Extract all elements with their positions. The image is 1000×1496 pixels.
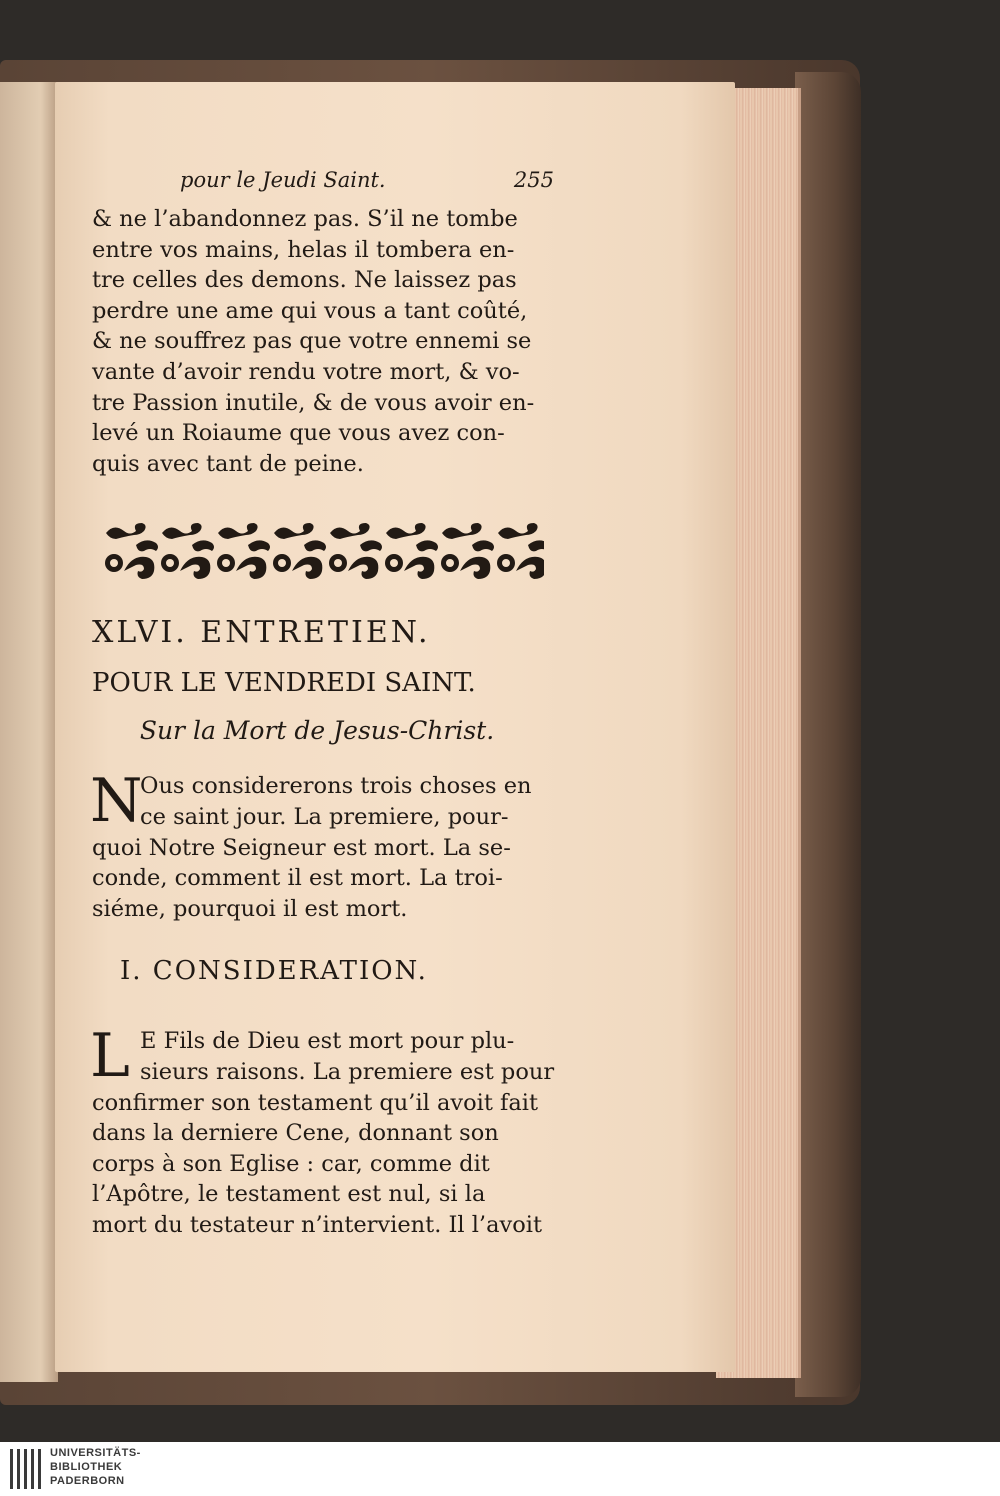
text-line: entre vos mains, helas il tombera en- <box>92 236 515 263</box>
running-head <box>92 168 562 204</box>
text-line: quis avec tant de peine. <box>92 450 364 477</box>
paragraph-intro <box>90 766 562 924</box>
logo-line: UNIVERSITÄTS- <box>50 1447 141 1459</box>
library-logo-bar <box>0 1442 1000 1496</box>
text-line: & ne souffrez pas que votre ennemi se <box>92 328 532 355</box>
text-line: sieurs raisons. La premiere est pour <box>140 1058 555 1085</box>
fleuron-ornament-icon <box>102 519 544 583</box>
text-line: ce saint jour. La premiere, pour- <box>140 803 509 830</box>
paragraph-continued <box>92 204 562 479</box>
chapter-heading: XLVI. ENTRETIEN. <box>92 615 431 651</box>
paragraph-consideration <box>90 1021 562 1240</box>
logo-line: BIBLIOTHEK <box>50 1461 123 1473</box>
text-line: corps à son Eglise : car, comme dit <box>92 1150 490 1177</box>
logo-line: PADERBORN <box>50 1475 125 1487</box>
text-line: Ous considererons trois choses en <box>140 773 532 800</box>
drop-cap: N <box>90 766 143 837</box>
text-line: & ne l’abandonnez pas. S’il ne tombe <box>92 206 518 232</box>
library-logo-text <box>50 1446 141 1488</box>
section-heading: I. CONSIDERATION. <box>120 956 428 987</box>
page-text <box>92 168 562 1240</box>
text-line: E Fils de Dieu est mort pour plu- <box>140 1028 515 1055</box>
chapter-subject: Sur la Mort de Jesus-Christ. <box>139 716 495 746</box>
book-fore-edge-cover <box>795 72 861 1397</box>
text-line: perdre une ame qui vous a tant coûté, <box>92 297 528 324</box>
text-line: tre celles des demons. Ne laissez pas <box>92 267 517 294</box>
drop-cap: L <box>90 1021 130 1092</box>
running-head-title: pour le Jeudi Saint. <box>180 168 386 192</box>
text-line: mort du testateur n’intervient. Il l’avoit <box>92 1211 542 1238</box>
text-line: levé un Roiaume que vous avez con- <box>92 420 505 447</box>
facing-page-edge <box>0 82 58 1382</box>
text-line: vante d’avoir rendu votre mort, & vo- <box>92 358 520 385</box>
text-line: l’Apôtre, le testament est nul, si la <box>92 1181 486 1208</box>
text-line: confirmer son testament qu’il avoit fait <box>92 1089 539 1116</box>
library-logo-icon <box>10 1447 44 1491</box>
text-line: quoi Notre Seigneur est mort. La se- <box>92 834 511 861</box>
text-line: siéme, pourquoi il est mort. <box>92 895 408 922</box>
text-line: conde, comment il est mort. La troi- <box>92 865 503 892</box>
page-number: 255 <box>513 168 554 192</box>
text-line: tre Passion inutile, & de vous avoir en- <box>92 389 535 416</box>
chapter-day-heading: POUR LE VENDREDI SAINT. <box>92 668 476 699</box>
text-line: dans la derniere Cene, donnant son <box>92 1120 499 1147</box>
